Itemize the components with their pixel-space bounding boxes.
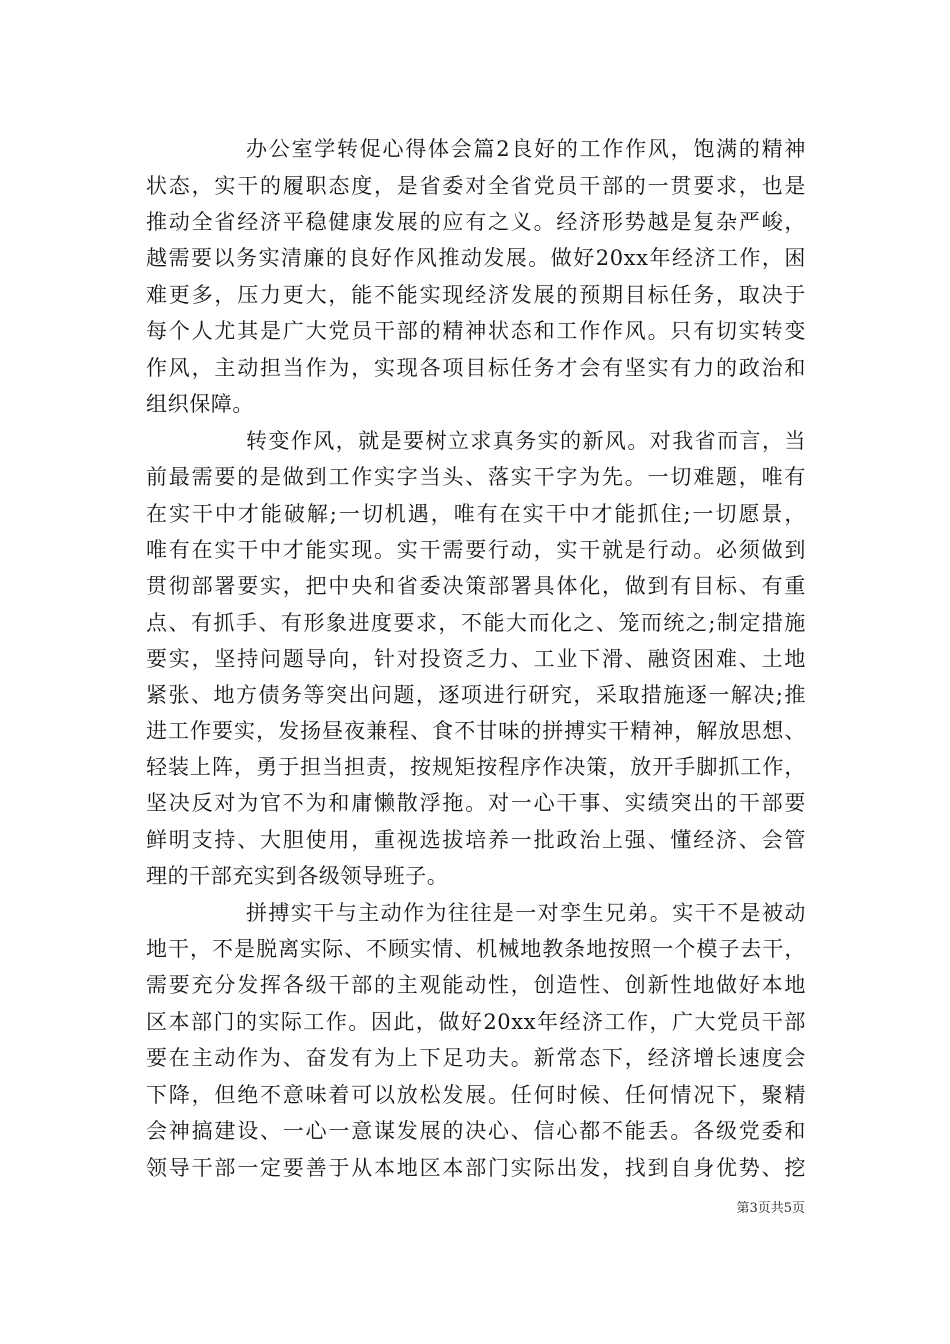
text-line: 拼搏实干与主动作为往往是一对孪生兄弟。实干不是被动 bbox=[246, 901, 806, 925]
text-line: 下降，但绝不意味着可以放松发展。任何时候、任何情况下，聚精 bbox=[146, 1083, 806, 1107]
text-line: 组织保障。 bbox=[146, 392, 254, 416]
text-line: 难更多，压力更大，能不能实现经济发展的预期目标任务，取决于 bbox=[146, 283, 806, 307]
text-line: 办公室学转促心得体会篇2良好的工作作风，饱满的精神 bbox=[246, 137, 806, 161]
page-number-footer: 第3页共5页 bbox=[736, 1201, 805, 1216]
text-line: 领导干部一定要善于从本地区本部门实际出发，找到自身优势、挖 bbox=[146, 1156, 806, 1180]
text-line: 唯有在实干中才能实现。实干需要行动，实干就是行动。必须做到 bbox=[146, 538, 806, 562]
text-line: 点、有抓手、有形象进度要求，不能大而化之、笼而统之;制定措施 bbox=[146, 611, 806, 635]
text-line: 转变作风，就是要树立求真务实的新风。对我省而言，当 bbox=[246, 429, 806, 453]
text-line: 要实，坚持问题导向，针对投资乏力、工业下滑、融资困难、土地 bbox=[146, 647, 806, 671]
text-line: 轻装上阵，勇于担当担责，按规矩按程序作决策，放开手脚抓工作， bbox=[146, 755, 806, 779]
text-line: 理的干部充实到各级领导班子。 bbox=[146, 864, 449, 888]
text-line: 区本部门的实际工作。因此，做好20xx年经济工作，广大党员干部 bbox=[146, 1010, 806, 1034]
text-line: 紧张、地方债务等突出问题，逐项进行研究，采取措施逐一解决;推 bbox=[146, 683, 806, 707]
text-line: 作风，主动担当作为，实现各项目标任务才会有坚实有力的政治和 bbox=[146, 356, 806, 380]
text-line: 地干，不是脱离实际、不顾实情、机械地教条地按照一个模子去干， bbox=[146, 937, 806, 961]
text-line: 越需要以务实清廉的良好作风推动发展。做好20xx年经济工作，困 bbox=[146, 246, 806, 270]
text-line: 坚决反对为官不为和庸懒散浮拖。对一心干事、实绩突出的干部要 bbox=[146, 791, 806, 815]
text-line: 贯彻部署要实，把中央和省委决策部署具体化，做到有目标、有重 bbox=[146, 574, 806, 598]
text-line: 在实干中才能破解;一切机遇，唯有在实干中才能抓住;一切愿景， bbox=[146, 502, 806, 526]
text-line: 推动全省经济平稳健康发展的应有之义。经济形势越是复杂严峻， bbox=[146, 210, 806, 234]
text-line: 前最需要的是做到工作实字当头、落实干字为先。一切难题，唯有 bbox=[146, 465, 806, 489]
text-line: 需要充分发挥各级干部的主观能动性，创造性、创新性地做好本地 bbox=[146, 973, 806, 997]
text-line: 会神搞建设、一心一意谋发展的决心、信心都不能丢。各级党委和 bbox=[146, 1119, 806, 1143]
text-line: 鲜明支持、大胆使用，重视选拔培养一批政治上强、懂经济、会管 bbox=[146, 828, 806, 852]
text-line: 每个人尤其是广大党员干部的精神状态和工作作风。只有切实转变 bbox=[146, 319, 806, 343]
text-line: 要在主动作为、奋发有为上下足功夫。新常态下，经济增长速度会 bbox=[146, 1046, 806, 1070]
text-line: 状态，实干的履职态度，是省委对全省党员干部的一贯要求，也是 bbox=[146, 174, 806, 198]
text-line: 进工作要实，发扬昼夜兼程、食不甘味的拼搏实干精神，解放思想、 bbox=[146, 719, 806, 743]
